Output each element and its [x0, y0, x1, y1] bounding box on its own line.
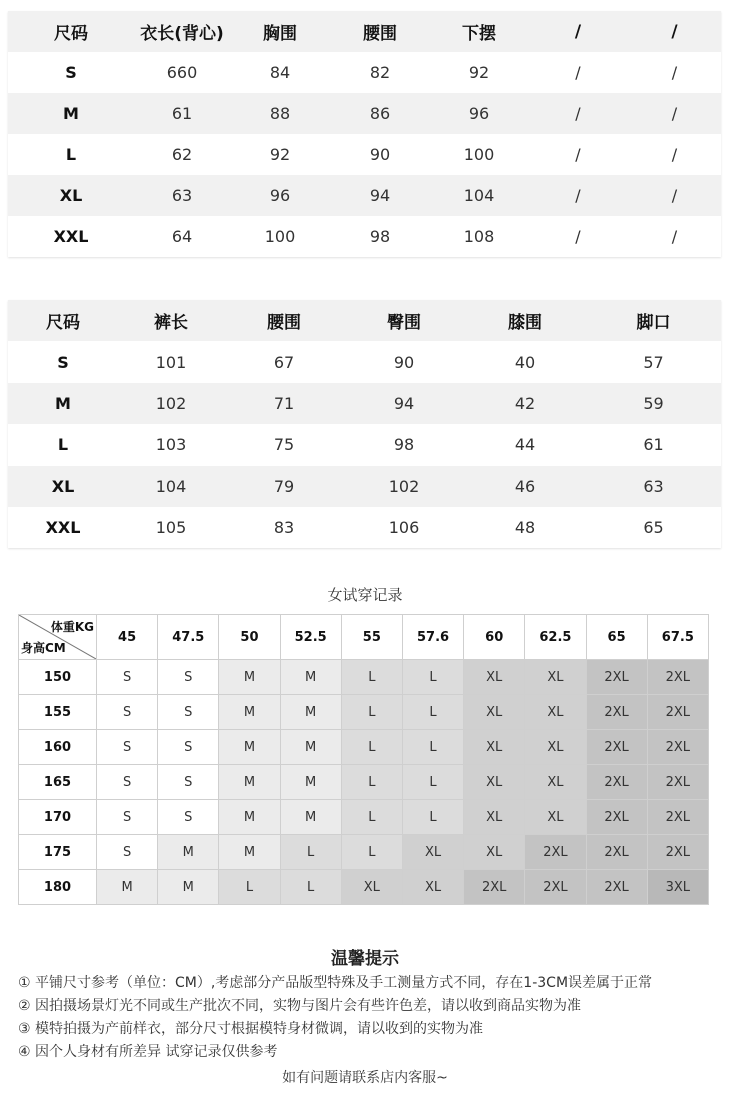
size-recommendation-cell: 2XL [586, 660, 647, 695]
bottom-size-table [8, 300, 721, 548]
table-cell: 62 [171, 145, 193, 164]
tips-list [18, 972, 723, 1064]
size-recommendation-cell: M [158, 870, 219, 905]
size-recommendation-cell: L [341, 695, 402, 730]
table-cell: 98 [369, 227, 391, 246]
size-recommendation-cell: 2XL [525, 870, 586, 905]
table-cell: / [575, 145, 581, 164]
table-cell: 100 [264, 227, 296, 246]
table-cell: 106 [388, 518, 420, 538]
size-recommendation-cell: M [219, 695, 280, 730]
trial-row [19, 870, 709, 905]
trial-row [19, 835, 709, 870]
table-cell: 40 [514, 352, 536, 372]
height-cell: 180 [19, 870, 97, 905]
size-recommendation-cell: XL [525, 765, 586, 800]
size-recommendation-cell: L [402, 800, 463, 835]
table-cell: / [575, 186, 581, 205]
size-cell: M [55, 393, 71, 413]
header-cell: 脚口 [636, 313, 671, 334]
size-cell: L [65, 145, 77, 164]
table-cell: 101 [155, 352, 187, 372]
tips-title: 温馨提示 [331, 949, 399, 969]
header-cell: 腰围 [363, 24, 397, 44]
size-recommendation-cell: L [341, 660, 402, 695]
size-recommendation-cell: XL [464, 660, 525, 695]
trial-row [19, 765, 709, 800]
trial-row [19, 660, 709, 695]
size-recommendation-cell: XL [525, 660, 586, 695]
table-row [8, 466, 721, 507]
height-cell: 170 [19, 800, 97, 835]
table-cell: 90 [393, 352, 415, 372]
table-cell: 88 [269, 104, 291, 123]
size-cell: M [63, 104, 79, 123]
weight-header: 65 [586, 615, 647, 660]
header-cell: / [574, 21, 582, 42]
table-cell: 104 [155, 476, 187, 496]
size-recommendation-cell: M [280, 765, 341, 800]
size-recommendation-cell: M [219, 730, 280, 765]
size-recommendation-cell: 2XL [586, 800, 647, 835]
table-cell: / [575, 104, 581, 123]
trial-row [19, 800, 709, 835]
table-cell: 86 [369, 104, 391, 123]
table-cell: 102 [388, 476, 420, 496]
table-cell: 102 [155, 393, 187, 413]
table-cell: / [575, 227, 581, 246]
weight-axis-label: 体重KG [50, 620, 94, 634]
size-recommendation-cell: 2XL [647, 835, 708, 870]
size-recommendation-cell: L [341, 800, 402, 835]
size-recommendation-cell: XL [464, 800, 525, 835]
table-cell: / [671, 63, 678, 82]
size-recommendation-cell: S [158, 660, 219, 695]
table-cell: 71 [273, 393, 295, 413]
size-recommendation-cell: XL [402, 870, 463, 905]
size-cell: XL [59, 186, 83, 205]
size-recommendation-cell: M [219, 835, 280, 870]
table-cell: / [671, 104, 678, 123]
weight-header: 60 [464, 615, 525, 660]
size-recommendation-cell: XL [464, 695, 525, 730]
table-row [8, 424, 721, 465]
size-recommendation-cell: S [158, 800, 219, 835]
table-row [8, 52, 721, 93]
table-row [8, 93, 721, 134]
size-cell: L [57, 435, 69, 455]
size-recommendation-cell: M [280, 800, 341, 835]
contact-footer: 如有问题请联系店内客服~ [282, 1070, 448, 1086]
size-recommendation-cell: 2XL [586, 870, 647, 905]
table-cell: 105 [155, 518, 187, 538]
table-row [8, 507, 721, 548]
table-cell: / [575, 63, 581, 82]
table-cell: 104 [463, 186, 495, 205]
table-cell: 103 [155, 435, 187, 455]
size-cell: XXL [45, 518, 81, 538]
table-row [8, 175, 721, 216]
table-cell: 96 [269, 186, 291, 205]
table-cell: 84 [269, 63, 291, 82]
weight-header: 47.5 [158, 615, 219, 660]
height-cell: 160 [19, 730, 97, 765]
size-recommendation-cell: 2XL [586, 695, 647, 730]
top-size-table [8, 11, 721, 257]
size-recommendation-cell: L [402, 765, 463, 800]
size-recommendation-cell: S [97, 765, 158, 800]
table-cell: 92 [468, 63, 490, 82]
table-cell: 64 [171, 227, 193, 246]
size-recommendation-cell: S [97, 695, 158, 730]
tip-item: ① 平铺尺寸参考（单位：CM）,考虑部分产品版型特殊及手工测量方式不同，存在1-3CM误差属于正常 [18, 975, 653, 991]
size-recommendation-cell: 3XL [647, 870, 708, 905]
tip-item: ② 因拍摄场景灯光不同或生产批次不同，实物与图片会有些许色差，请以收到商品实物为准 [18, 998, 581, 1014]
height-axis-label: 身高CM [21, 641, 66, 655]
table-cell: 57 [643, 352, 664, 372]
size-recommendation-cell: M [219, 765, 280, 800]
weight-header: 55 [341, 615, 402, 660]
table-cell: / [671, 186, 678, 205]
table-cell: 61 [171, 104, 193, 123]
table-cell: 96 [468, 104, 490, 123]
table-cell: 48 [514, 518, 536, 538]
size-recommendation-cell: XL [464, 765, 525, 800]
trial-record-title: 女试穿记录 [327, 586, 403, 604]
size-recommendation-cell: L [402, 660, 463, 695]
size-recommendation-cell: M [97, 870, 158, 905]
size-cell: XXL [53, 227, 89, 246]
weight-header: 67.5 [647, 615, 708, 660]
table-cell: 100 [463, 145, 495, 164]
table-row [8, 341, 721, 382]
header-cell: 腰围 [267, 313, 301, 334]
size-recommendation-cell: S [97, 800, 158, 835]
size-cell: S [65, 63, 77, 82]
table-cell: 94 [393, 393, 415, 413]
table-cell: 79 [273, 476, 295, 496]
size-recommendation-cell: L [280, 835, 341, 870]
size-recommendation-cell: 2XL [464, 870, 525, 905]
size-recommendation-cell: S [97, 730, 158, 765]
size-recommendation-cell: M [219, 800, 280, 835]
table-cell: / [671, 227, 678, 246]
table-cell: 660 [166, 63, 198, 82]
size-recommendation-cell: M [280, 695, 341, 730]
size-recommendation-cell: XL [525, 730, 586, 765]
size-recommendation-cell: L [280, 870, 341, 905]
trial-body [19, 660, 709, 905]
table-row [8, 134, 721, 175]
table-cell: 90 [369, 145, 391, 164]
size-recommendation-cell: M [219, 660, 280, 695]
trial-row [19, 730, 709, 765]
table-cell: 61 [643, 435, 664, 455]
size-recommendation-cell: L [341, 765, 402, 800]
size-recommendation-cell: L [341, 730, 402, 765]
table-cell: 67 [273, 352, 295, 372]
weight-header: 52.5 [280, 615, 341, 660]
size-recommendation-cell: 2XL [647, 765, 708, 800]
table-row [8, 216, 721, 257]
header-cell: 下摆 [462, 24, 496, 44]
size-recommendation-cell: XL [525, 800, 586, 835]
size-recommendation-cell: 2XL [586, 765, 647, 800]
table-cell: 63 [643, 476, 664, 496]
size-recommendation-cell: 2XL [525, 835, 586, 870]
size-recommendation-cell: M [280, 730, 341, 765]
size-recommendation-cell: XL [464, 835, 525, 870]
size-recommendation-cell: 2XL [647, 695, 708, 730]
tip-item: ③ 模特拍摄为产前样衣，部分尺寸根据模特身材微调，请以收到的实物为准 [18, 1021, 483, 1037]
header-cell: 尺码 [46, 313, 80, 334]
size-recommendation-cell: 2XL [586, 730, 647, 765]
size-recommendation-cell: XL [525, 695, 586, 730]
weight-header: 50 [219, 615, 280, 660]
table-cell: 83 [273, 518, 295, 538]
size-recommendation-cell: 2XL [586, 835, 647, 870]
size-recommendation-cell: M [280, 660, 341, 695]
table-cell: 75 [273, 435, 295, 455]
size-recommendation-cell: S [97, 835, 158, 870]
table-header-row [8, 300, 721, 341]
corner-header [19, 615, 97, 660]
size-recommendation-cell: S [97, 660, 158, 695]
size-recommendation-cell: L [402, 695, 463, 730]
trial-row [19, 695, 709, 730]
table-cell: 63 [171, 186, 193, 205]
height-cell: 175 [19, 835, 97, 870]
size-recommendation-cell: S [158, 730, 219, 765]
weight-header: 57.6 [402, 615, 463, 660]
table-cell: 65 [643, 518, 664, 538]
size-recommendation-cell: XL [341, 870, 402, 905]
size-recommendation-cell: M [158, 835, 219, 870]
table-cell: 108 [463, 227, 495, 246]
height-cell: 155 [19, 695, 97, 730]
table-row [8, 383, 721, 424]
header-cell: 膝围 [508, 313, 542, 334]
header-cell: 裤长 [154, 313, 188, 334]
size-recommendation-cell: S [158, 765, 219, 800]
header-cell: 尺码 [54, 24, 88, 44]
header-cell: 胸围 [263, 24, 297, 44]
size-recommendation-cell: XL [402, 835, 463, 870]
size-recommendation-cell: L [219, 870, 280, 905]
size-recommendation-cell: S [158, 695, 219, 730]
size-recommendation-cell: 2XL [647, 660, 708, 695]
weight-header: 45 [97, 615, 158, 660]
size-recommendation-cell: L [402, 730, 463, 765]
table-cell: 82 [369, 63, 391, 82]
height-cell: 150 [19, 660, 97, 695]
size-recommendation-cell: L [341, 835, 402, 870]
table-cell: / [671, 145, 678, 164]
table-header-row [8, 11, 721, 52]
table-cell: 46 [514, 476, 536, 496]
table-cell: 98 [393, 435, 415, 455]
size-recommendation-cell: XL [464, 730, 525, 765]
trial-record-table [18, 614, 709, 905]
table-cell: 42 [514, 393, 536, 413]
height-cell: 165 [19, 765, 97, 800]
size-cell: S [57, 352, 69, 372]
header-cell: 衣长(背心) [140, 24, 224, 44]
table-cell: 59 [643, 393, 664, 413]
header-cell: 臀围 [387, 313, 421, 334]
weight-header-row [19, 615, 709, 660]
table-cell: 92 [269, 145, 291, 164]
size-cell: XL [51, 476, 75, 496]
table-cell: 94 [369, 186, 391, 205]
header-cell: / [671, 21, 678, 42]
size-recommendation-cell: 2XL [647, 730, 708, 765]
size-recommendation-cell: 2XL [647, 800, 708, 835]
tip-item: ④ 因个人身材有所差异 试穿记录仅供参考 [18, 1044, 278, 1060]
weight-header: 62.5 [525, 615, 586, 660]
table-cell: 44 [514, 435, 536, 455]
